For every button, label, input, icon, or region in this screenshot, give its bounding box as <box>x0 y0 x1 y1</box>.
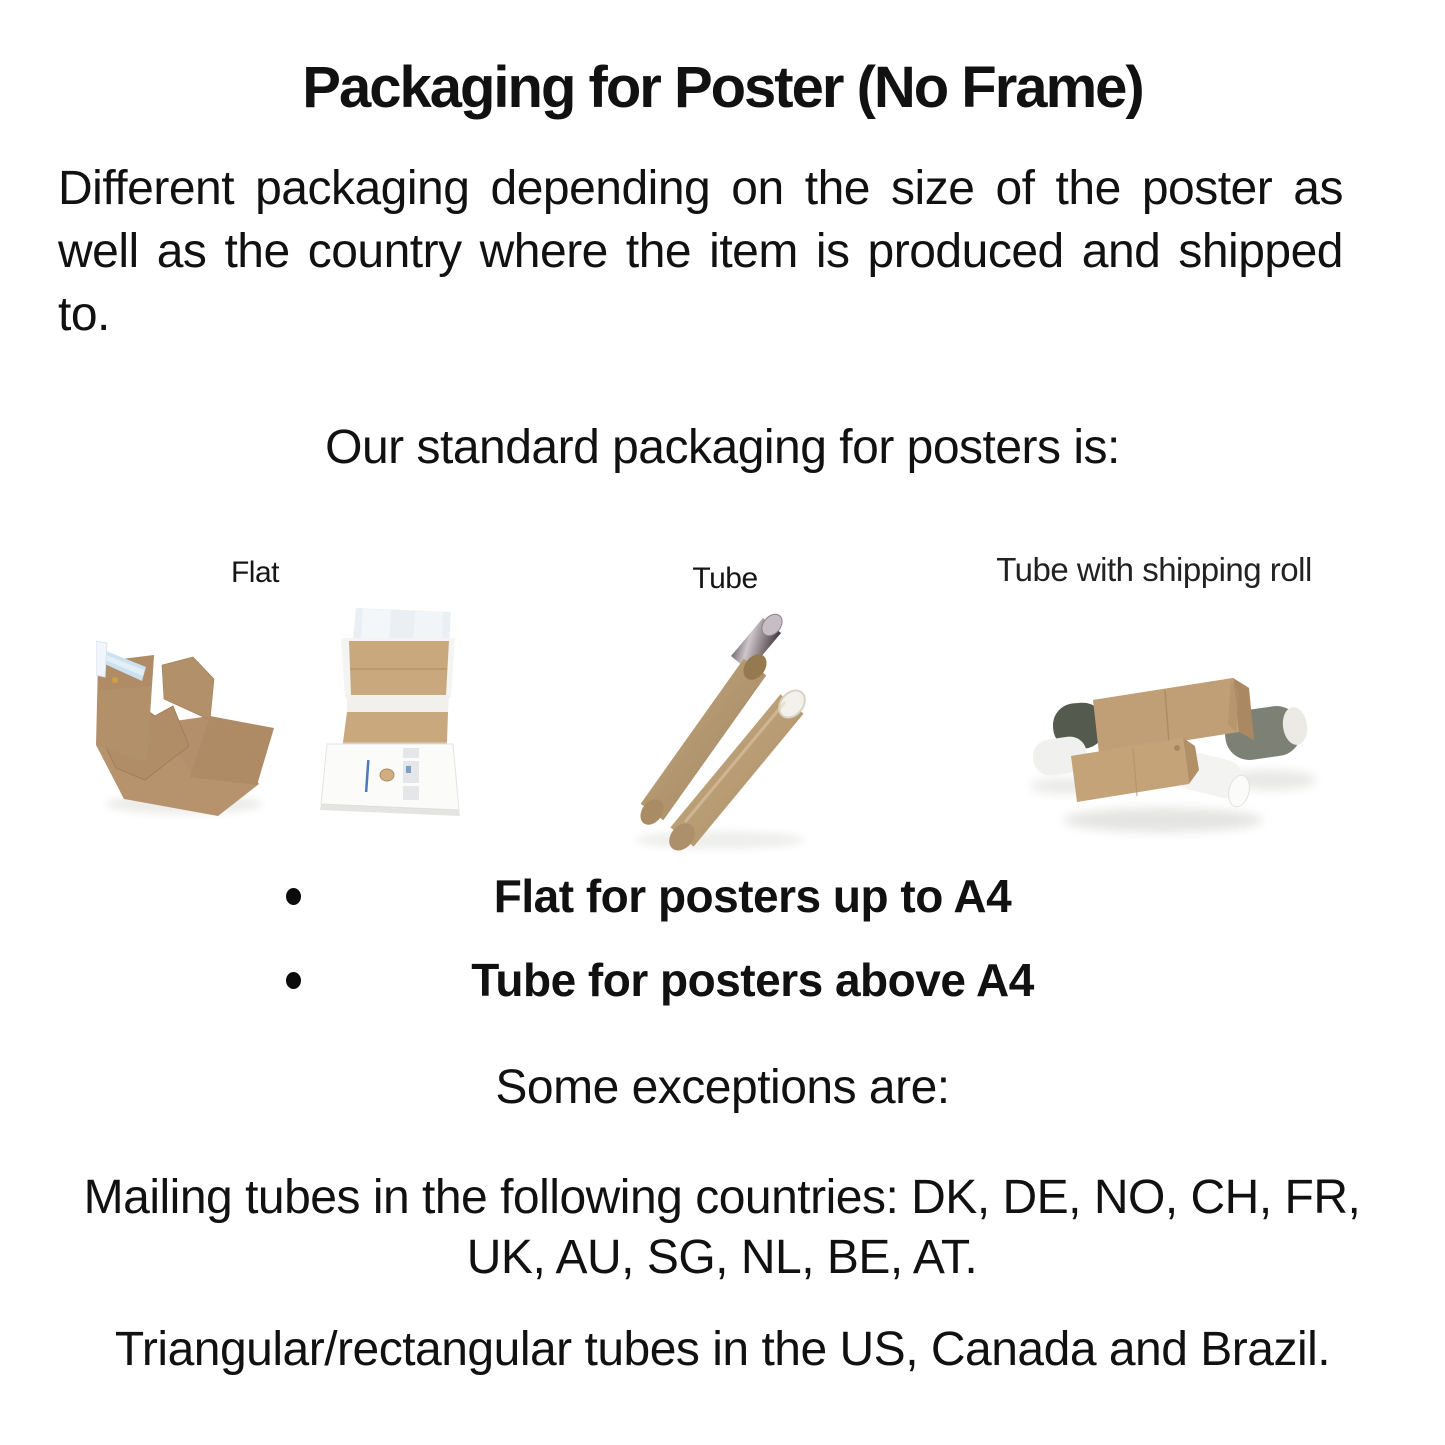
exception-triangular-tubes: Triangular/rectangular tubes in the US, Canada and Brazil. <box>114 1323 1331 1376</box>
bullet-flat-text: Flat for posters up to A4 <box>493 870 1012 922</box>
bullet-dot <box>286 972 301 989</box>
bullet-tube-text: Tube for posters above A4 <box>471 954 1034 1006</box>
flat-mailer-unfolded-image <box>303 598 470 850</box>
mailing-tubes-image <box>625 612 830 854</box>
standard-packaging-line: Our standard packaging for posters is: <box>325 421 1120 474</box>
flat-mailer-open-image <box>96 628 278 826</box>
page-title: Packaging for Poster (No Frame) <box>302 55 1143 120</box>
packaging-label-tube-with-shipping-roll: Tube with shipping roll <box>996 551 1312 588</box>
bullet-dot <box>286 888 301 905</box>
exception-mailing-tubes: Mailing tubes in the following countries: DK, DE, NO, CH, FR, UK, AU, SG, NL, BE, AT. <box>83 1171 1361 1284</box>
tube-with-shipping-roll-image <box>1013 648 1335 866</box>
exceptions-heading: Some exceptions are: <box>495 1061 950 1114</box>
bullet-row-tube <box>0 950 1445 1010</box>
bullet-row-flat <box>0 866 1445 926</box>
packaging-label-tube: Tube <box>692 562 758 595</box>
packaging-label-flat: Flat <box>230 556 279 589</box>
intro-paragraph: Different packaging depending on the size of the poster as well as the country where the item is produced and shipped to. <box>58 162 1343 341</box>
